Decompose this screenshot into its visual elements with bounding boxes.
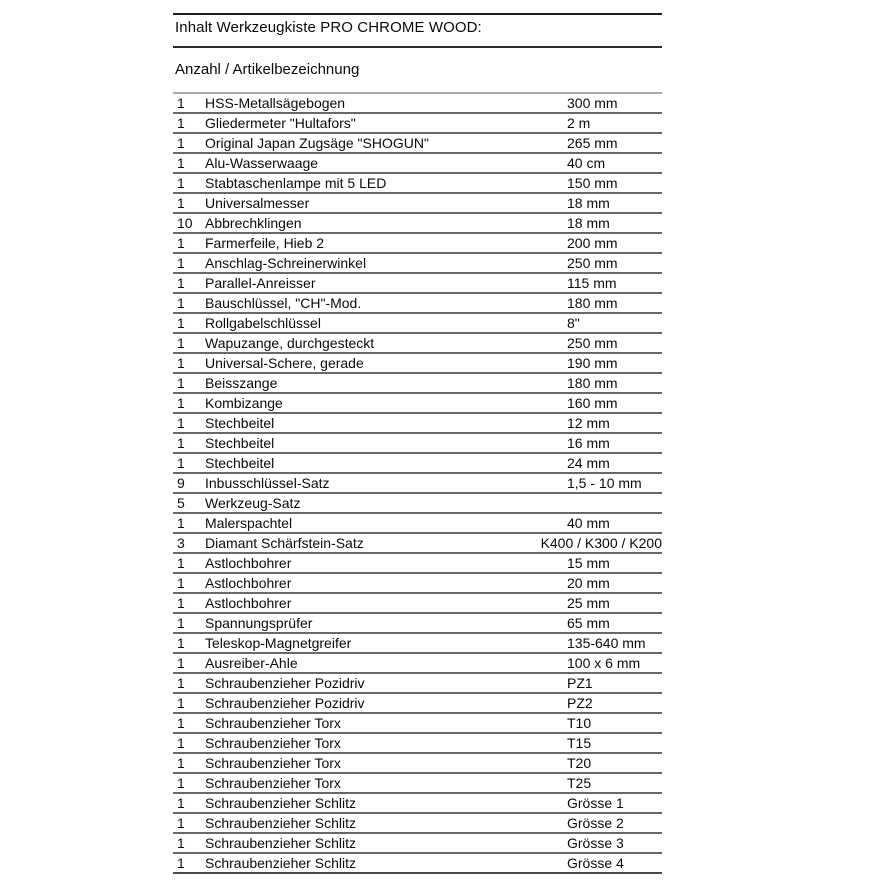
document-title: Inhalt Werkzeugkiste PRO CHROME WOOD: xyxy=(173,13,662,46)
item-name: Teleskop-Magnetgreifer xyxy=(205,635,352,651)
item-quantity: 1 xyxy=(177,375,185,391)
item-size: 250 mm xyxy=(567,335,618,351)
table-row xyxy=(173,574,662,594)
item-name: Stabtaschenlampe mit 5 LED xyxy=(205,175,387,191)
table-row xyxy=(173,734,662,754)
table-row xyxy=(173,414,662,434)
item-size: 115 mm xyxy=(567,275,617,291)
item-name: Beisszange xyxy=(205,375,278,391)
toolkit-contents-document xyxy=(173,13,662,874)
item-quantity: 1 xyxy=(177,295,185,311)
table-row xyxy=(173,234,662,254)
item-size: T10 xyxy=(567,715,592,731)
item-quantity: 1 xyxy=(177,855,185,871)
item-size: 18 mm xyxy=(567,215,610,231)
item-name: Stechbeitel xyxy=(205,415,275,431)
table-row xyxy=(173,294,662,314)
item-name: Original Japan Zugsäge "SHOGUN" xyxy=(205,135,429,151)
item-quantity: 1 xyxy=(177,755,185,771)
item-size: 265 mm xyxy=(567,135,618,151)
item-size: PZ2 xyxy=(567,695,593,711)
table-row xyxy=(173,274,662,294)
item-quantity: 1 xyxy=(177,555,185,571)
item-quantity: 5 xyxy=(177,495,185,511)
table-row xyxy=(173,174,662,194)
item-size: T15 xyxy=(567,735,592,751)
table-row xyxy=(173,134,662,154)
item-quantity: 1 xyxy=(177,435,185,451)
item-quantity: 1 xyxy=(177,795,185,811)
item-name: Schraubenzieher Schlitz xyxy=(205,835,356,851)
item-size: 1,5 - 10 mm xyxy=(567,475,642,491)
item-size: Grösse 1 xyxy=(567,795,624,811)
item-quantity: 1 xyxy=(177,335,185,351)
item-size: 25 mm xyxy=(567,595,610,611)
toolkit-items-table xyxy=(173,92,662,874)
item-quantity: 1 xyxy=(177,235,185,251)
item-name: Schraubenzieher Schlitz xyxy=(205,855,356,871)
table-row xyxy=(173,534,662,554)
table-row xyxy=(173,554,662,574)
item-name: Diamant Schärfstein-Satz xyxy=(205,535,364,551)
item-name: Spannungsprüfer xyxy=(205,615,313,631)
item-name: Gliedermeter "Hultafors" xyxy=(205,115,356,131)
item-size: Grösse 2 xyxy=(567,815,624,831)
item-name: Rollgabelschlüssel xyxy=(205,315,321,331)
table-row xyxy=(173,814,662,834)
table-row xyxy=(173,434,662,454)
table-row xyxy=(173,474,662,494)
item-name: Schraubenzieher Pozidriv xyxy=(205,695,365,711)
item-name: Astlochbohrer xyxy=(205,595,292,611)
item-quantity: 1 xyxy=(177,395,185,411)
item-name: Schraubenzieher Schlitz xyxy=(205,795,356,811)
item-size xyxy=(567,494,662,512)
table-row xyxy=(173,834,662,854)
item-quantity: 1 xyxy=(177,275,185,291)
item-name: Ausreiber-Ahle xyxy=(205,655,298,671)
item-name: Universal-Schere, gerade xyxy=(205,355,364,371)
table-row xyxy=(173,454,662,474)
item-quantity: 1 xyxy=(177,715,185,731)
item-size: 40 cm xyxy=(567,155,606,171)
item-size: Grösse 3 xyxy=(567,835,624,851)
table-row xyxy=(173,614,662,634)
item-quantity: 9 xyxy=(177,475,185,491)
item-name: Anschlag-Schreinerwinkel xyxy=(205,255,367,271)
item-quantity: 1 xyxy=(177,255,185,271)
table-row xyxy=(173,394,662,414)
item-name: Schraubenzieher Torx xyxy=(205,775,341,791)
item-name: Werkzeug-Satz xyxy=(205,495,301,511)
item-name: Wapuzange, durchgesteckt xyxy=(205,335,375,351)
item-name: Alu-Wasserwaage xyxy=(205,155,319,171)
table-row xyxy=(173,594,662,614)
item-quantity: 3 xyxy=(177,535,185,551)
item-size: 180 mm xyxy=(567,375,618,391)
item-name: Astlochbohrer xyxy=(205,575,292,591)
item-size: T20 xyxy=(567,755,592,771)
item-name: Bauschlüssel, "CH"-Mod. xyxy=(205,295,362,311)
item-size: 20 mm xyxy=(567,575,610,591)
item-quantity: 1 xyxy=(177,835,185,851)
table-row xyxy=(173,514,662,534)
item-size: PZ1 xyxy=(567,675,593,691)
item-quantity: 1 xyxy=(177,815,185,831)
table-row xyxy=(173,194,662,214)
item-name: HSS-Metallsägebogen xyxy=(205,95,346,111)
item-quantity: 1 xyxy=(177,695,185,711)
item-size: 100 x 6 mm xyxy=(567,655,641,671)
item-size: 15 mm xyxy=(567,555,610,571)
table-row xyxy=(173,794,662,814)
item-quantity: 1 xyxy=(177,615,185,631)
item-quantity: 1 xyxy=(177,635,185,651)
item-size: 300 mm xyxy=(567,95,618,111)
item-size: 18 mm xyxy=(567,195,610,211)
table-row xyxy=(173,694,662,714)
table-row xyxy=(173,254,662,274)
table-row xyxy=(173,114,662,134)
item-quantity: 1 xyxy=(177,595,185,611)
table-row xyxy=(173,854,662,874)
item-quantity: 1 xyxy=(177,575,185,591)
table-row xyxy=(173,374,662,394)
table-row xyxy=(173,654,662,674)
item-name: Astlochbohrer xyxy=(205,555,292,571)
table-row xyxy=(173,754,662,774)
table-row xyxy=(173,94,662,114)
table-row xyxy=(173,634,662,654)
item-quantity: 1 xyxy=(177,355,185,371)
item-size: 250 mm xyxy=(567,255,618,271)
item-quantity: 1 xyxy=(177,135,185,151)
item-name: Schraubenzieher Torx xyxy=(205,715,341,731)
item-quantity: 1 xyxy=(177,155,185,171)
item-quantity: 1 xyxy=(177,175,185,191)
item-quantity: 1 xyxy=(177,195,185,211)
item-size: 24 mm xyxy=(567,455,610,471)
item-size: 12 mm xyxy=(567,415,610,431)
item-size: 180 mm xyxy=(567,295,618,311)
item-size: 65 mm xyxy=(567,615,610,631)
item-quantity: 1 xyxy=(177,415,185,431)
item-size: 190 mm xyxy=(567,355,618,371)
table-row xyxy=(173,354,662,374)
item-name: Parallel-Anreisser xyxy=(205,275,316,291)
item-name: Schraubenzieher Schlitz xyxy=(205,815,356,831)
table-row xyxy=(173,714,662,734)
item-name: Schraubenzieher Torx xyxy=(205,755,341,771)
item-size: K400 / K300 / K200 xyxy=(540,535,662,551)
table-columns-label: Anzahl / Artikelbezeichnung xyxy=(173,46,662,92)
item-size: 16 mm xyxy=(567,435,610,451)
item-name: Universalmesser xyxy=(205,195,310,211)
item-name: Schraubenzieher Pozidriv xyxy=(205,675,365,691)
table-row xyxy=(173,214,662,234)
item-quantity: 1 xyxy=(177,515,185,531)
item-quantity: 1 xyxy=(177,95,185,111)
item-quantity: 1 xyxy=(177,455,185,471)
item-name: Malerspachtel xyxy=(205,515,293,531)
item-quantity: 1 xyxy=(177,735,185,751)
item-size: 200 mm xyxy=(567,235,618,251)
table-row xyxy=(173,494,662,514)
item-name: Schraubenzieher Torx xyxy=(205,735,341,751)
table-row xyxy=(173,154,662,174)
item-name: Inbusschlüssel-Satz xyxy=(205,475,330,491)
item-quantity: 1 xyxy=(177,775,185,791)
item-quantity: 1 xyxy=(177,675,185,691)
item-size: 40 mm xyxy=(567,515,610,531)
item-quantity: 1 xyxy=(177,315,185,331)
item-quantity: 10 xyxy=(177,215,193,231)
item-size: T25 xyxy=(567,775,592,791)
item-size: 160 mm xyxy=(567,395,618,411)
table-row xyxy=(173,774,662,794)
table-row xyxy=(173,314,662,334)
item-name: Kombizange xyxy=(205,395,283,411)
item-name: Abbrechklingen xyxy=(205,215,302,231)
item-size: Grösse 4 xyxy=(567,855,624,871)
item-name: Stechbeitel xyxy=(205,455,275,471)
item-name: Farmerfeile, Hieb 2 xyxy=(205,235,325,251)
item-size: 150 mm xyxy=(567,175,618,191)
item-name: Stechbeitel xyxy=(205,435,275,451)
item-size: 135-640 mm xyxy=(567,635,646,651)
table-row xyxy=(173,674,662,694)
item-quantity: 1 xyxy=(177,655,185,671)
table-row xyxy=(173,334,662,354)
item-size: 8" xyxy=(567,315,580,331)
item-size: 2 m xyxy=(567,115,591,131)
item-quantity: 1 xyxy=(177,115,185,131)
